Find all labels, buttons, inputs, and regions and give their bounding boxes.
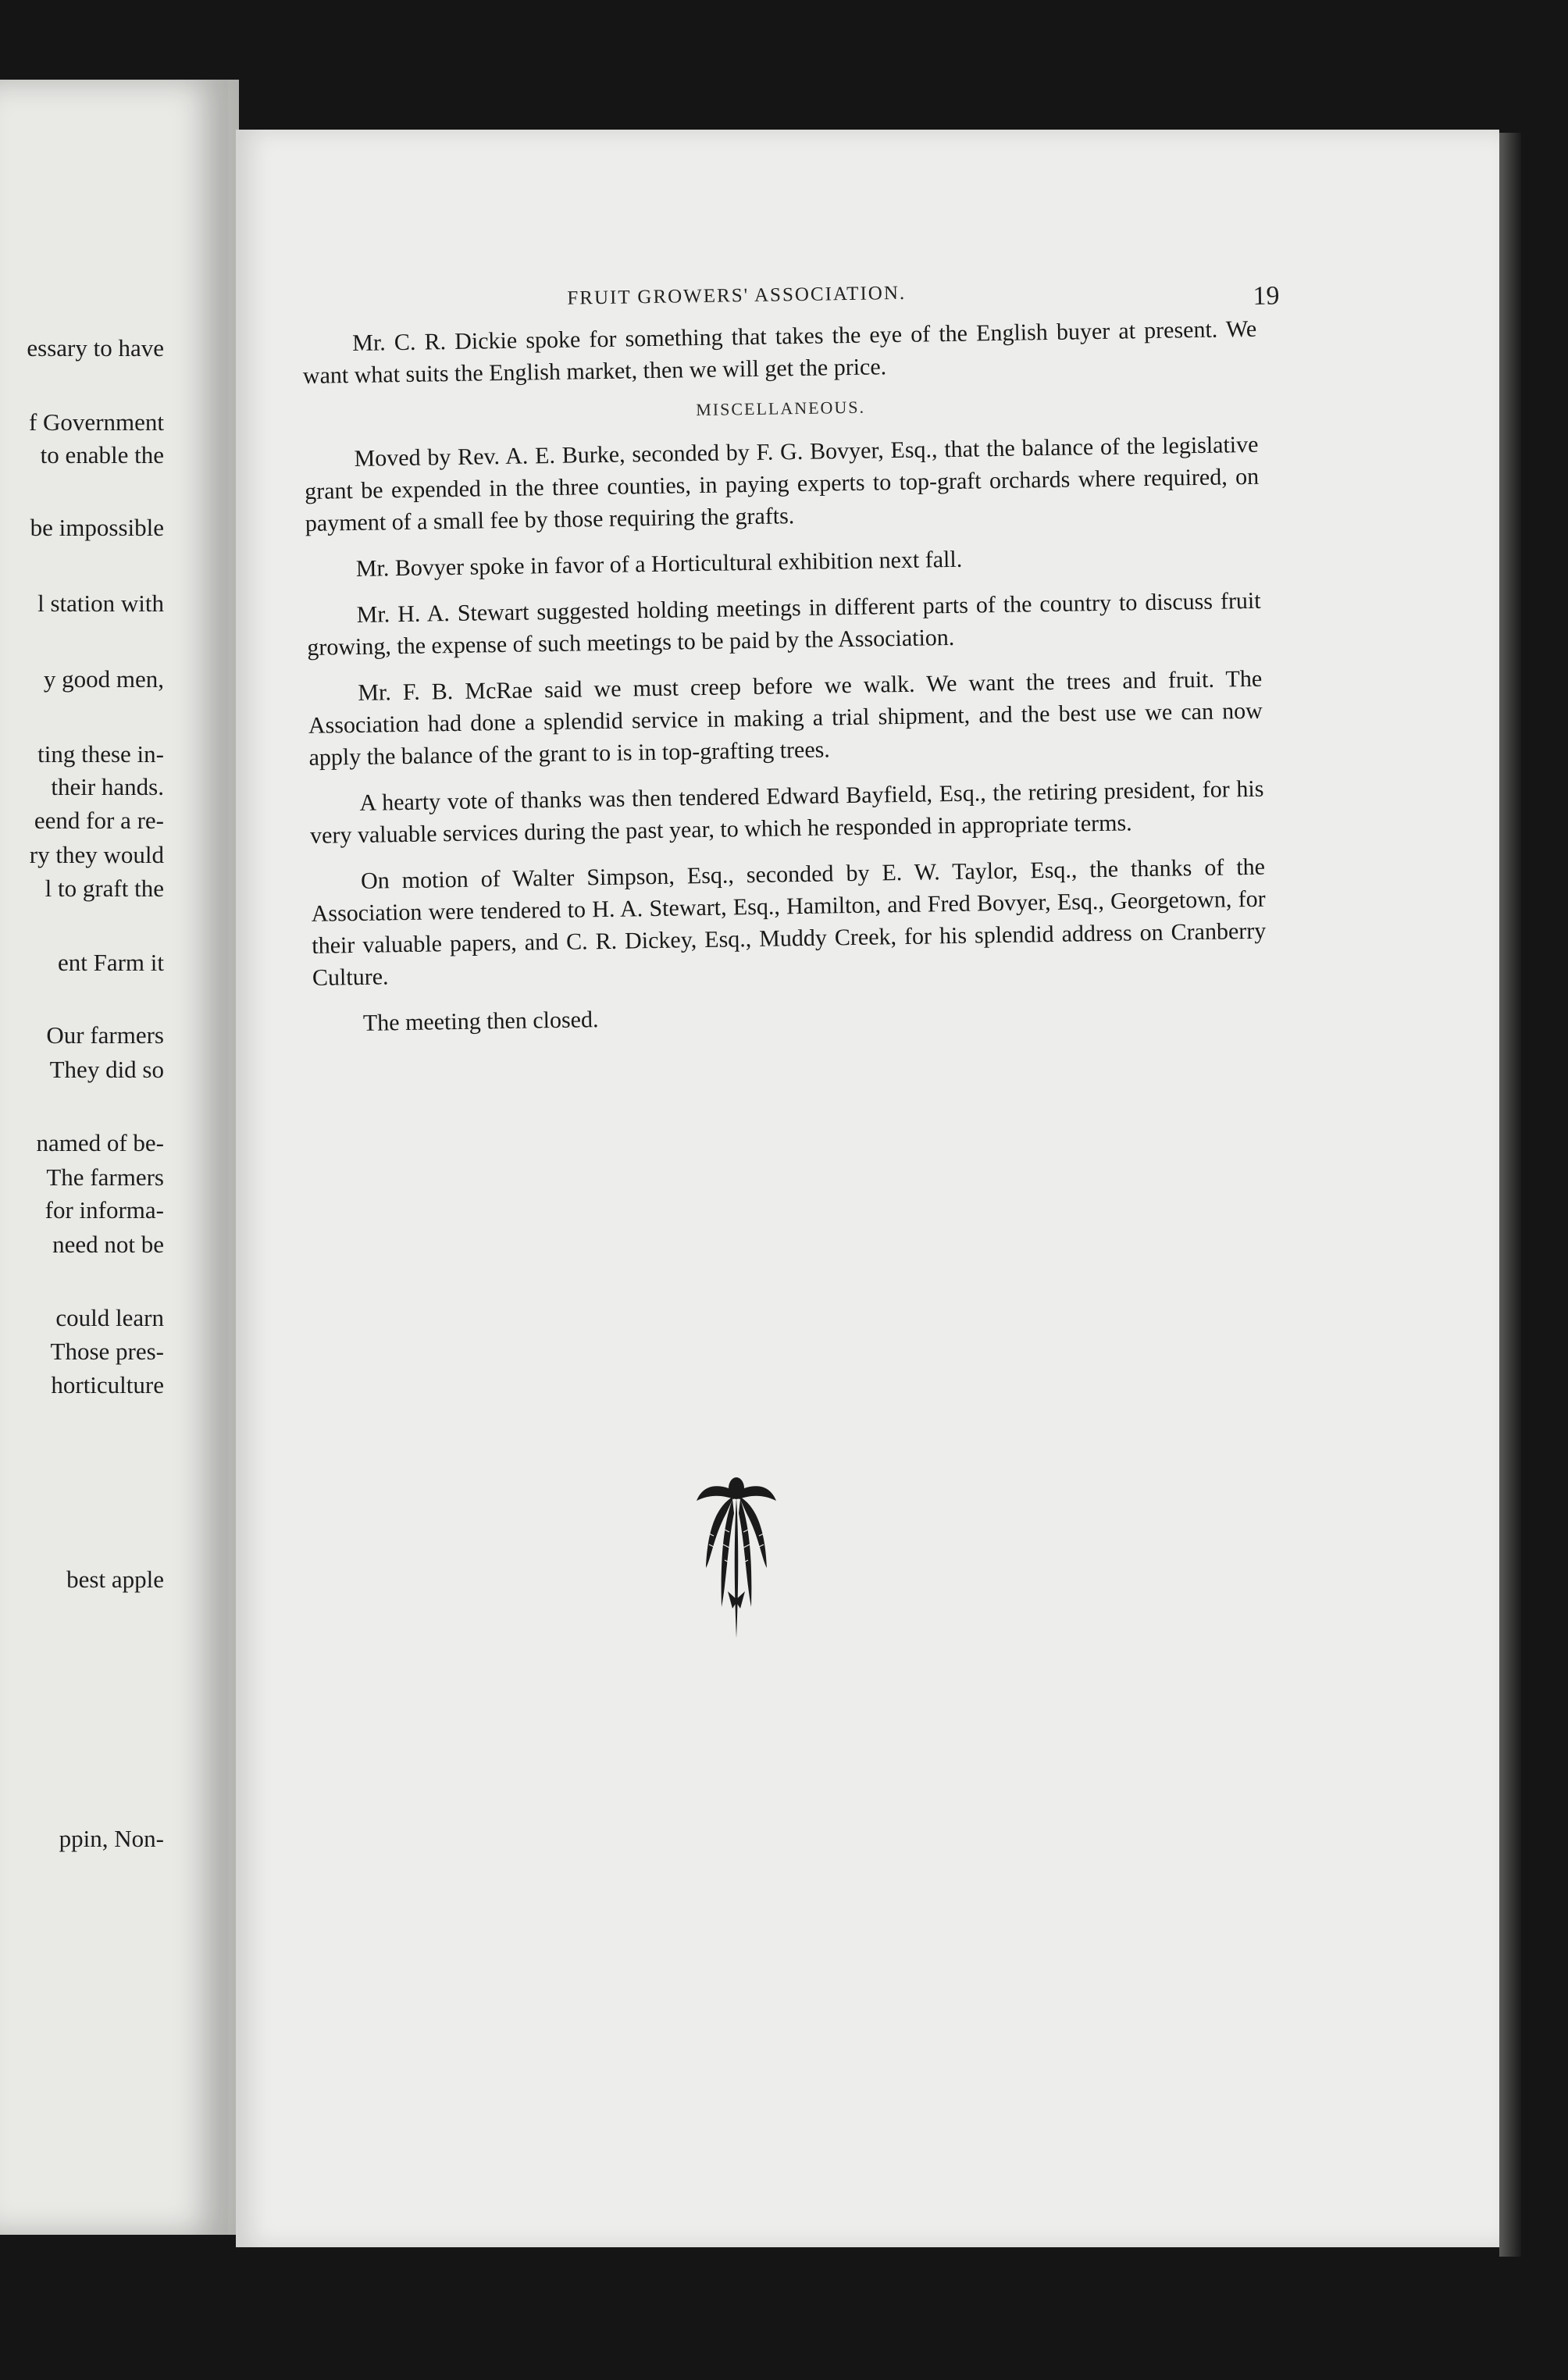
left-page-line: essary to have	[27, 334, 164, 362]
left-page-line: best apple	[66, 1566, 164, 1593]
left-page-line: The farmers	[46, 1163, 164, 1191]
left-page-line: f Government	[28, 408, 164, 436]
left-page-line: l station with	[37, 590, 164, 617]
left-page-line: their hands.	[51, 773, 164, 800]
page-content	[301, 266, 1280, 1054]
left-page-line: for informa-	[45, 1196, 164, 1224]
left-page-line: l to graft the	[45, 875, 164, 902]
left-page-line: horticulture	[51, 1371, 164, 1398]
running-title: FRUIT GROWERS' ASSOCIATION.	[567, 282, 907, 309]
left-page-line: could learn	[55, 1304, 164, 1331]
left-page-line: y good men,	[43, 665, 164, 693]
palm-tree-ornament-icon	[693, 1474, 779, 1646]
left-page-line: ppin, Non-	[59, 1825, 164, 1852]
left-page-line: They did so	[49, 1056, 164, 1083]
left-page-line: named of be-	[36, 1129, 164, 1156]
page-shadow	[1499, 133, 1521, 2257]
paragraph-mcrae: Mr. F. B. McRae said we must creep before we walk. We want the trees and fruit. The Association had done a splendid service in making a trial shipment, and the best use we can now apply the balance of the grant to is in top-grafting trees.	[308, 665, 1263, 771]
paragraph-motion-burke: Moved by Rev. A. E. Burke, seconded by F. G. Bovyer, Esq., that the balance of the legislative grant be expended in the three counties, in paying experts to top-graft orchards where required, on payment of a small fee by those requiring the grafts.	[304, 431, 1260, 536]
paragraph-stewart: Mr. H. A. Stewart suggested holding meetings in different parts of the country to discuss fruit growing, the expense of such meetings to be paid by the Association.	[307, 587, 1261, 661]
left-page	[0, 80, 228, 2235]
left-page-line: need not be	[52, 1231, 164, 1258]
left-page-line: ry they would	[29, 841, 164, 868]
paragraph-meeting-closed: The meeting then closed.	[362, 1007, 599, 1036]
paragraph-bovyer: Mr. Bovyer spoke in favor of a Horticultural exhibition next fall.	[355, 546, 963, 582]
paragraph-dickie: Mr. C. R. Dickie spoke for something that takes the eye of the English buyer at present. We want what suits the English market, then we will get the price.	[302, 315, 1257, 389]
left-page-line: Those pres-	[50, 1338, 164, 1365]
left-page-line: Our farmers	[46, 1021, 164, 1049]
left-page-line: ent Farm it	[57, 949, 164, 976]
left-page-line: be impossible	[30, 514, 164, 541]
left-page-line: eend for a re-	[34, 807, 164, 834]
left-page-line: ting these in-	[37, 740, 164, 768]
section-heading: MISCELLANEOUS.	[696, 397, 866, 420]
paragraph-simpson-motion: On motion of Walter Simpson, Esq., seconded by E. W. Taylor, Esq., the thanks of the Association were tendered to H. A. Stewart, Esq., Hamilton, and Fred Bovyer, Esq., Georgetown, for their valuable papers, and C. R. Dickey, Esq., Muddy Creek, for his splendid address on Cranberry Culture.	[311, 853, 1267, 991]
left-page-line: to enable the	[40, 441, 164, 469]
page-number: 19	[1253, 281, 1280, 311]
paragraph-vote-of-thanks: A hearty vote of thanks was then tendered Edward Bayfield, Esq., the retiring president, for his very valuable services during the past year, to which he responded in appropriate terms.	[309, 775, 1264, 849]
